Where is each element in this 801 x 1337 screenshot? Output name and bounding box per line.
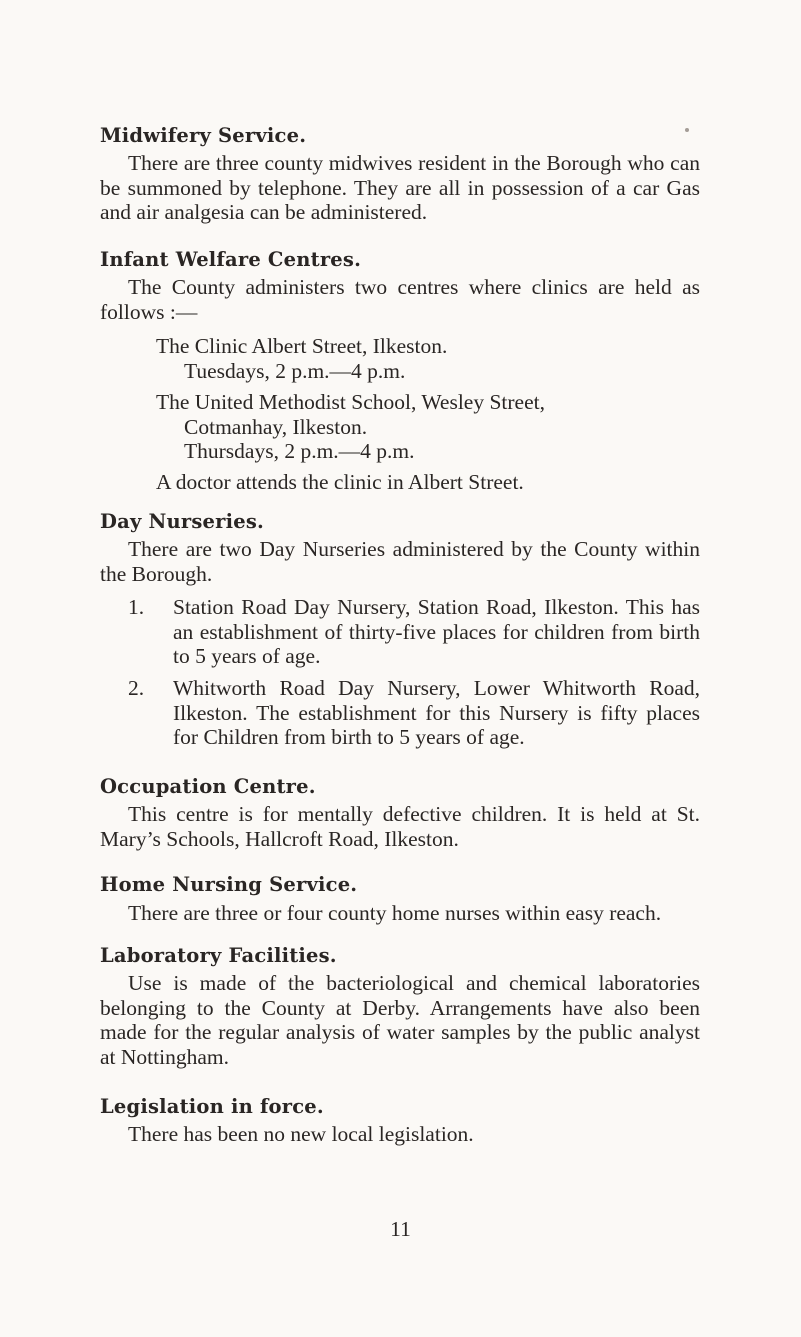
paragraph-home-nursing: There are three or four county home nurses within easy reach. xyxy=(128,901,662,925)
paragraph-midwifery: There are three county midwives resident in the Borough who can be summoned by telephone. They are all in possession of a car Gas and air analgesia can be administered. xyxy=(100,151,700,224)
heading-legislation-in-force: Legislation in force. xyxy=(100,1095,324,1118)
clinic-united-methodist-school xyxy=(156,390,676,464)
heading-day-nurseries: Day Nurseries. xyxy=(100,510,264,533)
doctor-attendance-note: A doctor attends the clinic in Albert Street. xyxy=(156,470,524,494)
heading-midwifery-service: Midwifery Service. xyxy=(100,124,307,147)
clinic-methodist-hours: Thursdays, 2 p.m.—4 p.m. xyxy=(184,439,415,463)
paragraph-occupation-centre: This centre is for mentally defective children. It is held at St. Mary’s Schools, Hallcroft Road, Ilkeston. xyxy=(100,802,700,851)
list-item-number: 2. xyxy=(128,676,145,700)
list-item-text: Whitworth Road Day Nursery, Lower Whitworth Road, Ilkeston. The establishment for this Nursery is fifty places for Children from birth to 5 years of age. xyxy=(173,676,700,749)
clinic-albert-street xyxy=(156,334,676,383)
clinic-methodist-address-line1: The United Methodist School, Wesley Street, xyxy=(156,390,545,414)
paragraph-laboratory-facilities: Use is made of the bacteriological and chemical laboratories belonging to the County at Derby. Arrangements have also been made for the regular analysis of water samples by the public analyst at Nottingham. xyxy=(100,971,700,1069)
print-speck xyxy=(685,128,689,132)
page-number: 11 xyxy=(390,1217,411,1241)
heading-home-nursing-service: Home Nursing Service. xyxy=(100,873,358,896)
clinic-methodist-address-line2: Cotmanhay, Ilkeston. xyxy=(184,414,368,439)
clinic-albert-street-hours: Tuesdays, 2 p.m.—4 p.m. xyxy=(184,358,406,383)
list-item-whitworth-road-nursery xyxy=(128,676,700,750)
paragraph-infant-welfare-intro: The County administers two centres where clinics are held as follows :— xyxy=(100,275,700,324)
list-item-text: Station Road Day Nursery, Station Road, Ilkeston. This has an establishment of thirty-five places for children from birth to 5 years of age. xyxy=(173,595,700,668)
paragraph-day-nurseries-intro: There are two Day Nurseries administered by the County within the Borough. xyxy=(100,537,700,586)
clinic-albert-street-address: The Clinic Albert Street, Ilkeston. xyxy=(156,334,448,358)
heading-laboratory-facilities: Laboratory Facilities. xyxy=(100,944,337,967)
list-item-number: 1. xyxy=(128,595,145,619)
heading-occupation-centre: Occupation Centre. xyxy=(100,775,316,798)
heading-infant-welfare-centres: Infant Welfare Centres. xyxy=(100,248,362,271)
paragraph-legislation: There has been no new local legislation. xyxy=(128,1122,474,1146)
list-item-station-road-nursery xyxy=(128,595,700,669)
